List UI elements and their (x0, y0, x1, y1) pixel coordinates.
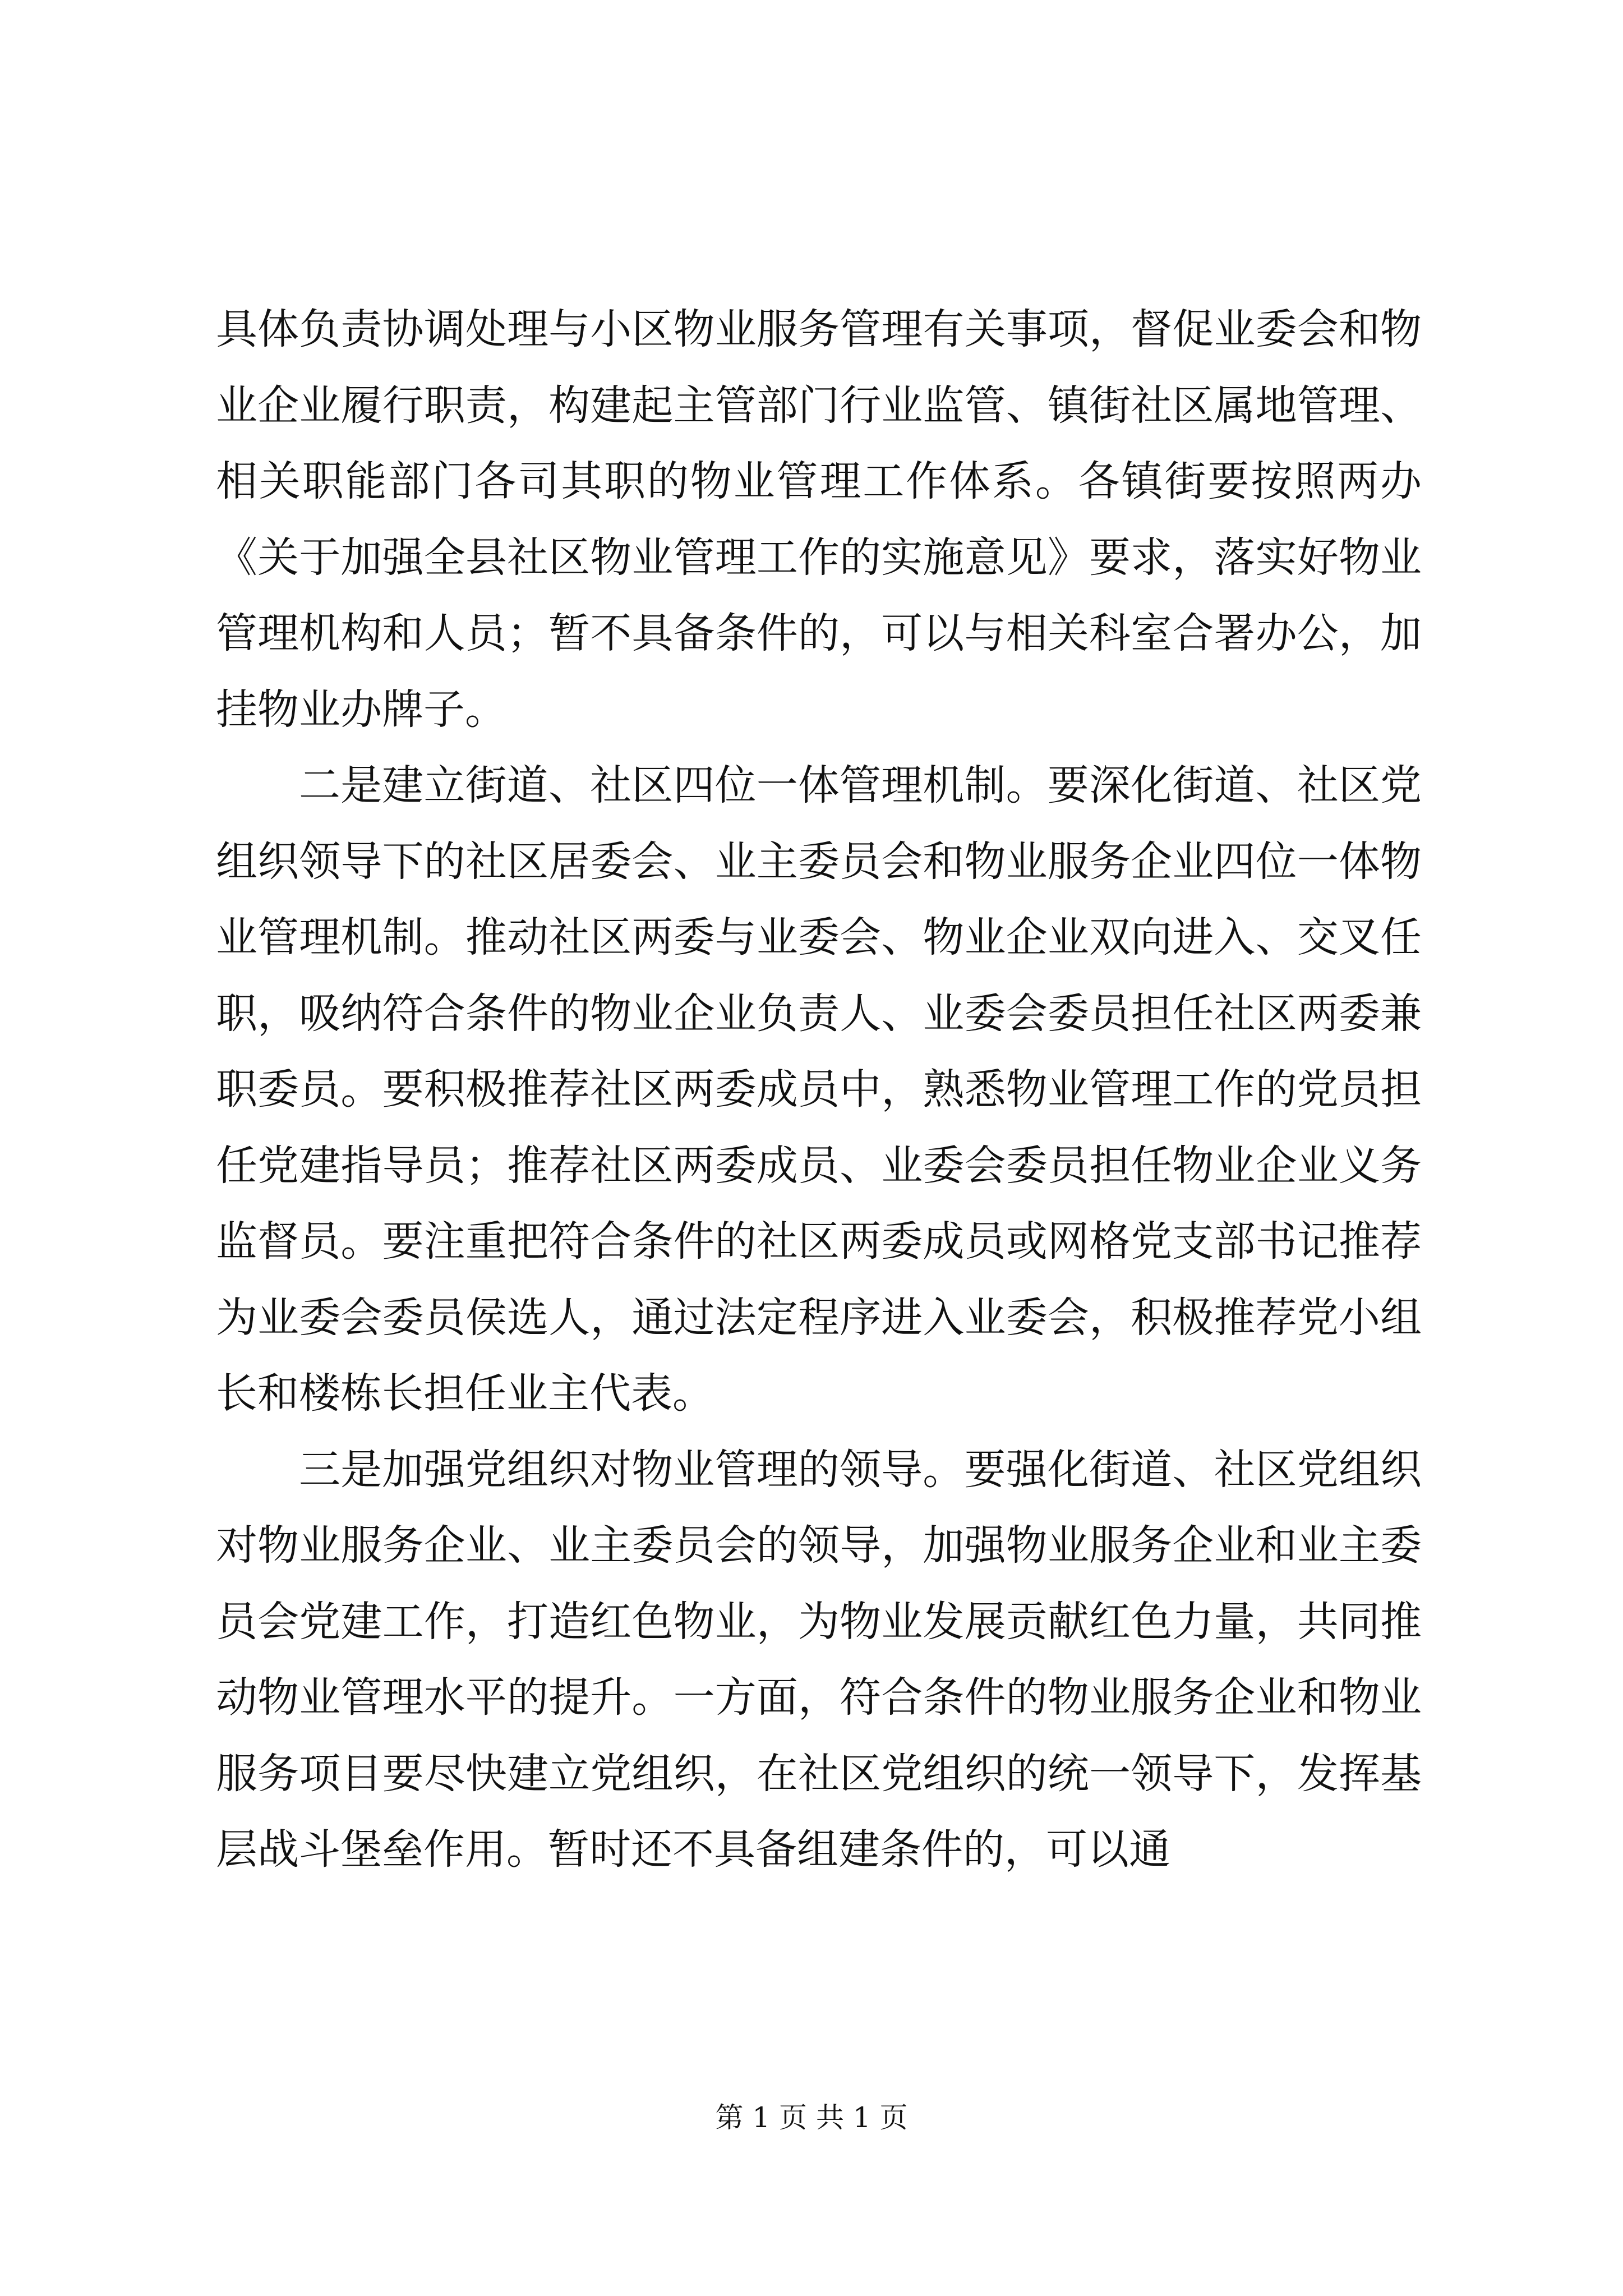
page-footer: 第 1 页 共 1 页 (715, 2101, 908, 2134)
document-body (216, 292, 1422, 1888)
paragraph-continuation: 具体负责协调处理与小区物业服务管理有关事项，督促业委会和物业企业履行职责，构建起主管部门行业监管、镇街社区属地管理、相关职能部门各司其职的物业管理工作体系。各镇街要按照两办《关于加强全县社区物业管理工作的实施意见》要求，落实好物业管理机构和人员；暂不具备条件的，可以与相关科室合署办公，加挂物业办牌子。 (216, 305, 1422, 734)
paragraph-three: 三是加强党组织对物业管理的领导。要强化街道、社区党组织对物业服务企业、业主委员会的领导，加强物业服务企业和业主委员会党建工作，打造红色物业，为物业发展贡献红色力量，共同推动物业管理水平的提升。一方面，符合条件的物业服务企业和物业服务项目要尽快建立党组织，在社区党组织的统一领导下，发挥基层战斗堡垒作用。暂时还不具备组建条件的，可以通 (216, 1445, 1422, 1874)
paragraph-two: 二是建立街道、社区四位一体管理机制。要深化街道、社区党组织领导下的社区居委会、业主委员会和物业服务企业四位一体物业管理机制。推动社区两委与业委会、物业企业双向进入、交叉任职，吸纳符合条件的物业企业负责人、业委会委员担任社区两委兼职委员。要积极推荐社区两委成员中，熟悉物业管理工作的党员担任党建指导员；推荐社区两委成员、业委会委员担任物业企业义务监督员。要注重把符合条件的社区两委成员或网格党支部书记推荐为业委会委员侯选人，通过法定程序进入业委会，积极推荐党小组长和楼栋长担任业主代表。 (216, 761, 1422, 1418)
